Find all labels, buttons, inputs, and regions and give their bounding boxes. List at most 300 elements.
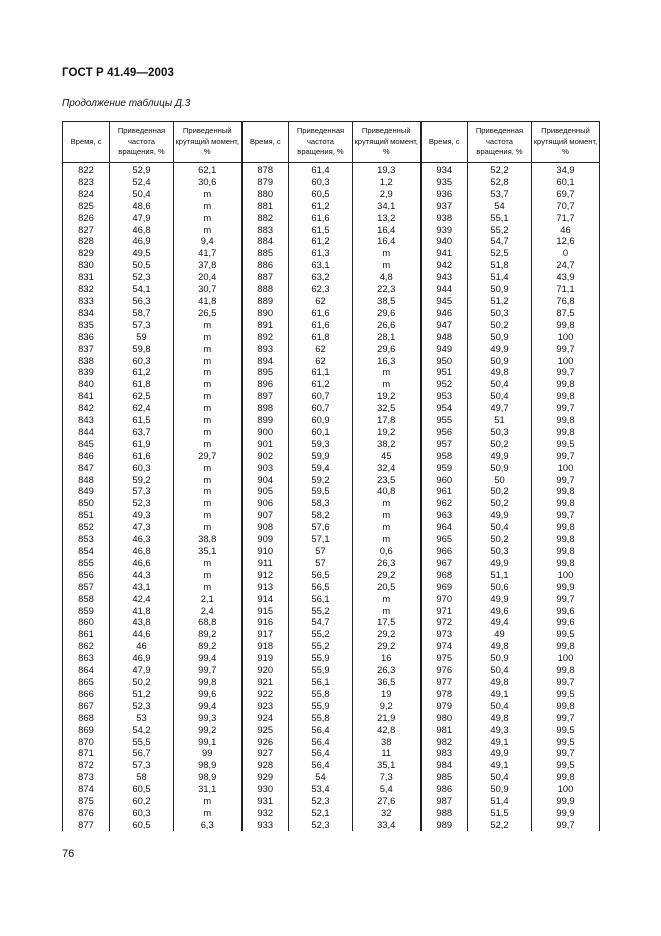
- time-cell: 896: [242, 378, 289, 390]
- torque-cell: 38,8: [174, 533, 242, 545]
- speed-cell: 51,4: [468, 271, 532, 283]
- speed-cell: 46,9: [110, 235, 174, 247]
- torque-cell: 99,3: [174, 712, 242, 724]
- torque-cell: m: [353, 259, 421, 271]
- speed-cell: 57,3: [110, 485, 174, 497]
- torque-cell: m: [174, 438, 242, 450]
- time-cell: 823: [63, 176, 110, 188]
- torque-cell: m: [174, 319, 242, 331]
- torque-cell: 99,8: [532, 390, 600, 402]
- table-row: [63, 331, 600, 343]
- speed-cell: 60,1: [289, 426, 353, 438]
- time-cell: 840: [63, 378, 110, 390]
- header-torque: Приведенный крутящий момент, %: [532, 122, 600, 163]
- time-cell: 944: [421, 283, 468, 295]
- torque-cell: 99,7: [532, 366, 600, 378]
- table-row: [63, 259, 600, 271]
- time-cell: 861: [63, 628, 110, 640]
- time-cell: 866: [63, 688, 110, 700]
- header-speed: Приведенная частота вращения, %: [289, 122, 353, 163]
- time-cell: 846: [63, 450, 110, 462]
- speed-cell: 52,2: [468, 163, 532, 176]
- time-cell: 843: [63, 414, 110, 426]
- time-cell: 826: [63, 212, 110, 224]
- table-row: [63, 366, 600, 378]
- table-row: [63, 736, 600, 748]
- speed-cell: 50,9: [468, 283, 532, 295]
- time-cell: 898: [242, 402, 289, 414]
- speed-cell: 56,1: [289, 593, 353, 605]
- speed-cell: 54: [468, 200, 532, 212]
- torque-cell: 6,3: [174, 819, 242, 831]
- time-cell: 849: [63, 485, 110, 497]
- torque-cell: 2,4: [174, 605, 242, 617]
- torque-cell: 38,2: [353, 438, 421, 450]
- time-cell: 961: [421, 485, 468, 497]
- time-cell: 943: [421, 271, 468, 283]
- time-cell: 852: [63, 521, 110, 533]
- time-cell: 836: [63, 331, 110, 343]
- speed-cell: 53,7: [468, 188, 532, 200]
- speed-cell: 61,2: [289, 200, 353, 212]
- time-cell: 975: [421, 652, 468, 664]
- time-cell: 949: [421, 343, 468, 355]
- torque-cell: 17,5: [353, 616, 421, 628]
- speed-cell: 60,3: [289, 176, 353, 188]
- torque-cell: 99,8: [532, 485, 600, 497]
- time-cell: 870: [63, 736, 110, 748]
- speed-cell: 48,6: [110, 200, 174, 212]
- torque-cell: m: [174, 521, 242, 533]
- speed-cell: 60,9: [289, 414, 353, 426]
- speed-cell: 50,5: [110, 259, 174, 271]
- time-cell: 834: [63, 307, 110, 319]
- time-cell: 945: [421, 295, 468, 307]
- torque-cell: 99,6: [532, 605, 600, 617]
- torque-cell: 99,7: [532, 676, 600, 688]
- table-row: [63, 247, 600, 259]
- time-cell: 985: [421, 771, 468, 783]
- torque-cell: 99,7: [532, 343, 600, 355]
- speed-cell: 52,3: [289, 795, 353, 807]
- torque-cell: m: [174, 331, 242, 343]
- torque-cell: 16,3: [353, 355, 421, 367]
- speed-cell: 57,6: [289, 521, 353, 533]
- time-cell: 855: [63, 557, 110, 569]
- torque-cell: 99,1: [174, 736, 242, 748]
- time-cell: 953: [421, 390, 468, 402]
- table-row: [63, 402, 600, 414]
- torque-cell: 100: [532, 331, 600, 343]
- torque-cell: 99,9: [532, 581, 600, 593]
- speed-cell: 52,3: [110, 497, 174, 509]
- speed-cell: 59,3: [289, 438, 353, 450]
- table-row: [63, 355, 600, 367]
- time-cell: 937: [421, 200, 468, 212]
- torque-cell: m: [174, 390, 242, 402]
- speed-cell: 50,4: [468, 521, 532, 533]
- speed-cell: 49: [468, 628, 532, 640]
- torque-cell: 1,2: [353, 176, 421, 188]
- torque-cell: 99,7: [532, 450, 600, 462]
- torque-cell: 29,2: [353, 569, 421, 581]
- time-cell: 882: [242, 212, 289, 224]
- speed-cell: 55,8: [289, 712, 353, 724]
- speed-cell: 46,9: [110, 652, 174, 664]
- time-cell: 825: [63, 200, 110, 212]
- speed-cell: 49,9: [468, 509, 532, 521]
- table-row: [63, 319, 600, 331]
- speed-cell: 61,2: [289, 235, 353, 247]
- torque-cell: 99,8: [532, 521, 600, 533]
- table-body: [63, 163, 600, 831]
- speed-cell: 47,9: [110, 664, 174, 676]
- table-row: [63, 759, 600, 771]
- table-row: [63, 616, 600, 628]
- torque-cell: 60,1: [532, 176, 600, 188]
- speed-cell: 57: [289, 557, 353, 569]
- time-cell: 848: [63, 474, 110, 486]
- time-cell: 902: [242, 450, 289, 462]
- torque-cell: 99,5: [532, 736, 600, 748]
- time-cell: 918: [242, 640, 289, 652]
- time-cell: 934: [421, 163, 468, 176]
- time-cell: 982: [421, 736, 468, 748]
- speed-cell: 59,4: [289, 462, 353, 474]
- speed-cell: 49,6: [468, 605, 532, 617]
- torque-cell: m: [174, 581, 242, 593]
- speed-cell: 54,7: [289, 616, 353, 628]
- time-cell: 916: [242, 616, 289, 628]
- time-cell: 971: [421, 605, 468, 617]
- speed-cell: 50,9: [468, 783, 532, 795]
- time-cell: 868: [63, 712, 110, 724]
- table-row: [63, 688, 600, 700]
- speed-cell: 50,4: [468, 390, 532, 402]
- torque-cell: 99,7: [532, 712, 600, 724]
- torque-cell: 16: [353, 652, 421, 664]
- time-cell: 954: [421, 402, 468, 414]
- speed-cell: 55,2: [289, 605, 353, 617]
- time-cell: 847: [63, 462, 110, 474]
- torque-cell: 21,9: [353, 712, 421, 724]
- time-cell: 878: [242, 163, 289, 176]
- torque-cell: m: [174, 557, 242, 569]
- torque-cell: 34,1: [353, 200, 421, 212]
- torque-cell: 99,5: [532, 438, 600, 450]
- torque-cell: 38: [353, 736, 421, 748]
- table-row: [63, 652, 600, 664]
- table-row: [63, 521, 600, 533]
- time-cell: 968: [421, 569, 468, 581]
- time-cell: 887: [242, 271, 289, 283]
- time-cell: 884: [242, 235, 289, 247]
- torque-cell: 5,4: [353, 783, 421, 795]
- speed-cell: 51,8: [468, 259, 532, 271]
- torque-cell: 16,4: [353, 224, 421, 236]
- speed-cell: 46,8: [110, 224, 174, 236]
- speed-cell: 54,2: [110, 724, 174, 736]
- speed-cell: 57,3: [110, 759, 174, 771]
- table-row: [63, 557, 600, 569]
- torque-cell: 68,8: [174, 616, 242, 628]
- torque-cell: 32,4: [353, 462, 421, 474]
- time-cell: 856: [63, 569, 110, 581]
- time-cell: 822: [63, 163, 110, 176]
- speed-cell: 61,5: [110, 414, 174, 426]
- time-cell: 926: [242, 736, 289, 748]
- speed-cell: 62: [289, 355, 353, 367]
- time-cell: 958: [421, 450, 468, 462]
- time-cell: 907: [242, 509, 289, 521]
- torque-cell: 100: [532, 569, 600, 581]
- table-row: [63, 593, 600, 605]
- time-cell: 886: [242, 259, 289, 271]
- time-cell: 864: [63, 664, 110, 676]
- torque-cell: 99,8: [532, 426, 600, 438]
- time-cell: 974: [421, 640, 468, 652]
- time-cell: 832: [63, 283, 110, 295]
- time-cell: 831: [63, 271, 110, 283]
- torque-cell: 23,5: [353, 474, 421, 486]
- torque-cell: m: [174, 569, 242, 581]
- time-cell: 923: [242, 700, 289, 712]
- table-row: [63, 724, 600, 736]
- table-row: [63, 664, 600, 676]
- table-row: [63, 188, 600, 200]
- time-cell: 928: [242, 759, 289, 771]
- speed-cell: 59,5: [289, 485, 353, 497]
- speed-cell: 51,2: [110, 688, 174, 700]
- table-row: [63, 235, 600, 247]
- torque-cell: 32,5: [353, 402, 421, 414]
- speed-cell: 52,2: [468, 819, 532, 831]
- speed-cell: 62,5: [110, 390, 174, 402]
- table-row: [63, 807, 600, 819]
- speed-cell: 49,9: [468, 747, 532, 759]
- time-cell: 881: [242, 200, 289, 212]
- time-cell: 879: [242, 176, 289, 188]
- torque-cell: 99,8: [174, 676, 242, 688]
- torque-cell: 29,7: [174, 450, 242, 462]
- torque-cell: 99,7: [532, 402, 600, 414]
- speed-cell: 62,4: [110, 402, 174, 414]
- torque-cell: 89,2: [174, 628, 242, 640]
- time-cell: 942: [421, 259, 468, 271]
- time-cell: 909: [242, 533, 289, 545]
- torque-cell: 4,8: [353, 271, 421, 283]
- torque-cell: m: [174, 497, 242, 509]
- time-cell: 824: [63, 188, 110, 200]
- time-cell: 901: [242, 438, 289, 450]
- time-cell: 973: [421, 628, 468, 640]
- time-cell: 858: [63, 593, 110, 605]
- speed-cell: 46: [110, 640, 174, 652]
- torque-cell: 2,1: [174, 593, 242, 605]
- torque-cell: 99,7: [532, 819, 600, 831]
- torque-cell: 22,3: [353, 283, 421, 295]
- time-cell: 988: [421, 807, 468, 819]
- torque-cell: m: [353, 247, 421, 259]
- speed-cell: 59: [110, 331, 174, 343]
- time-cell: 962: [421, 497, 468, 509]
- torque-cell: 27,6: [353, 795, 421, 807]
- torque-cell: 32: [353, 807, 421, 819]
- torque-cell: 99,7: [532, 509, 600, 521]
- torque-cell: 99,8: [532, 700, 600, 712]
- time-cell: 927: [242, 747, 289, 759]
- speed-cell: 50,2: [468, 497, 532, 509]
- time-cell: 880: [242, 188, 289, 200]
- speed-cell: 61,6: [289, 212, 353, 224]
- time-cell: 925: [242, 724, 289, 736]
- table-row: [63, 307, 600, 319]
- time-cell: 963: [421, 509, 468, 521]
- speed-cell: 42,4: [110, 593, 174, 605]
- speed-cell: 63,2: [289, 271, 353, 283]
- time-cell: 860: [63, 616, 110, 628]
- speed-cell: 50,3: [468, 426, 532, 438]
- time-cell: 919: [242, 652, 289, 664]
- speed-cell: 60,7: [289, 402, 353, 414]
- torque-cell: 70,7: [532, 200, 600, 212]
- torque-cell: m: [174, 366, 242, 378]
- time-cell: 940: [421, 235, 468, 247]
- speed-cell: 56,4: [289, 724, 353, 736]
- table-row: [63, 450, 600, 462]
- torque-cell: 40,8: [353, 485, 421, 497]
- torque-cell: m: [174, 426, 242, 438]
- time-cell: 890: [242, 307, 289, 319]
- speed-cell: 61,6: [289, 307, 353, 319]
- torque-cell: 26,6: [353, 319, 421, 331]
- torque-cell: 9,2: [353, 700, 421, 712]
- table-row: [63, 212, 600, 224]
- torque-cell: 71,7: [532, 212, 600, 224]
- torque-cell: m: [174, 509, 242, 521]
- torque-cell: m: [353, 497, 421, 509]
- time-cell: 899: [242, 414, 289, 426]
- speed-cell: 61,5: [289, 224, 353, 236]
- speed-cell: 63,1: [289, 259, 353, 271]
- table-row: [63, 795, 600, 807]
- speed-cell: 52,4: [110, 176, 174, 188]
- table-row: [63, 676, 600, 688]
- time-cell: 964: [421, 521, 468, 533]
- speed-cell: 56,7: [110, 747, 174, 759]
- time-cell: 867: [63, 700, 110, 712]
- time-cell: 851: [63, 509, 110, 521]
- time-cell: 837: [63, 343, 110, 355]
- speed-cell: 49,3: [110, 509, 174, 521]
- speed-cell: 52,1: [289, 807, 353, 819]
- torque-cell: 19,2: [353, 390, 421, 402]
- torque-cell: 11: [353, 747, 421, 759]
- time-cell: 970: [421, 593, 468, 605]
- torque-cell: 87,5: [532, 307, 600, 319]
- speed-cell: 56,1: [289, 676, 353, 688]
- table-row: [63, 605, 600, 617]
- speed-cell: 50,4: [468, 378, 532, 390]
- speed-cell: 41,8: [110, 605, 174, 617]
- torque-cell: 19: [353, 688, 421, 700]
- table-row: [63, 462, 600, 474]
- torque-cell: 100: [532, 783, 600, 795]
- torque-cell: m: [174, 224, 242, 236]
- time-cell: 891: [242, 319, 289, 331]
- torque-cell: 99,9: [532, 807, 600, 819]
- time-cell: 912: [242, 569, 289, 581]
- torque-cell: m: [174, 402, 242, 414]
- speed-cell: 49,9: [468, 343, 532, 355]
- time-cell: 910: [242, 545, 289, 557]
- time-cell: 924: [242, 712, 289, 724]
- torque-cell: 26,5: [174, 307, 242, 319]
- time-cell: 865: [63, 676, 110, 688]
- time-cell: 872: [63, 759, 110, 771]
- time-cell: 986: [421, 783, 468, 795]
- torque-cell: 99,6: [174, 688, 242, 700]
- speed-cell: 43,8: [110, 616, 174, 628]
- time-cell: 987: [421, 795, 468, 807]
- speed-cell: 53: [110, 712, 174, 724]
- torque-cell: m: [353, 378, 421, 390]
- speed-cell: 59,9: [289, 450, 353, 462]
- table-row: [63, 569, 600, 581]
- speed-cell: 49,3: [468, 724, 532, 736]
- time-cell: 957: [421, 438, 468, 450]
- speed-cell: 50,2: [468, 438, 532, 450]
- speed-cell: 49,8: [468, 712, 532, 724]
- speed-cell: 50,4: [110, 188, 174, 200]
- speed-cell: 44,3: [110, 569, 174, 581]
- time-cell: 873: [63, 771, 110, 783]
- table-row: [63, 224, 600, 236]
- table-row: [63, 747, 600, 759]
- speed-cell: 49,9: [468, 557, 532, 569]
- time-cell: 956: [421, 426, 468, 438]
- speed-cell: 49,1: [468, 688, 532, 700]
- speed-cell: 61,4: [289, 163, 353, 176]
- table-row: [63, 509, 600, 521]
- time-cell: 892: [242, 331, 289, 343]
- torque-cell: 99,8: [532, 664, 600, 676]
- torque-cell: 99: [174, 747, 242, 759]
- torque-cell: 99,8: [532, 640, 600, 652]
- speed-cell: 49,5: [110, 247, 174, 259]
- time-cell: 876: [63, 807, 110, 819]
- time-cell: 947: [421, 319, 468, 331]
- speed-cell: 53,4: [289, 783, 353, 795]
- table-row: [63, 283, 600, 295]
- time-cell: 920: [242, 664, 289, 676]
- header-time: Время, с: [421, 122, 468, 163]
- speed-cell: 50,4: [468, 664, 532, 676]
- speed-cell: 61,2: [110, 366, 174, 378]
- speed-cell: 57,1: [289, 533, 353, 545]
- speed-cell: 43,1: [110, 581, 174, 593]
- torque-cell: 98,9: [174, 771, 242, 783]
- header-speed: Приведенная частота вращения, %: [110, 122, 174, 163]
- torque-cell: m: [174, 414, 242, 426]
- speed-cell: 56,5: [289, 581, 353, 593]
- time-cell: 984: [421, 759, 468, 771]
- time-cell: 904: [242, 474, 289, 486]
- time-cell: 952: [421, 378, 468, 390]
- table-row: [63, 343, 600, 355]
- table-row: [63, 163, 600, 176]
- speed-cell: 50,4: [468, 771, 532, 783]
